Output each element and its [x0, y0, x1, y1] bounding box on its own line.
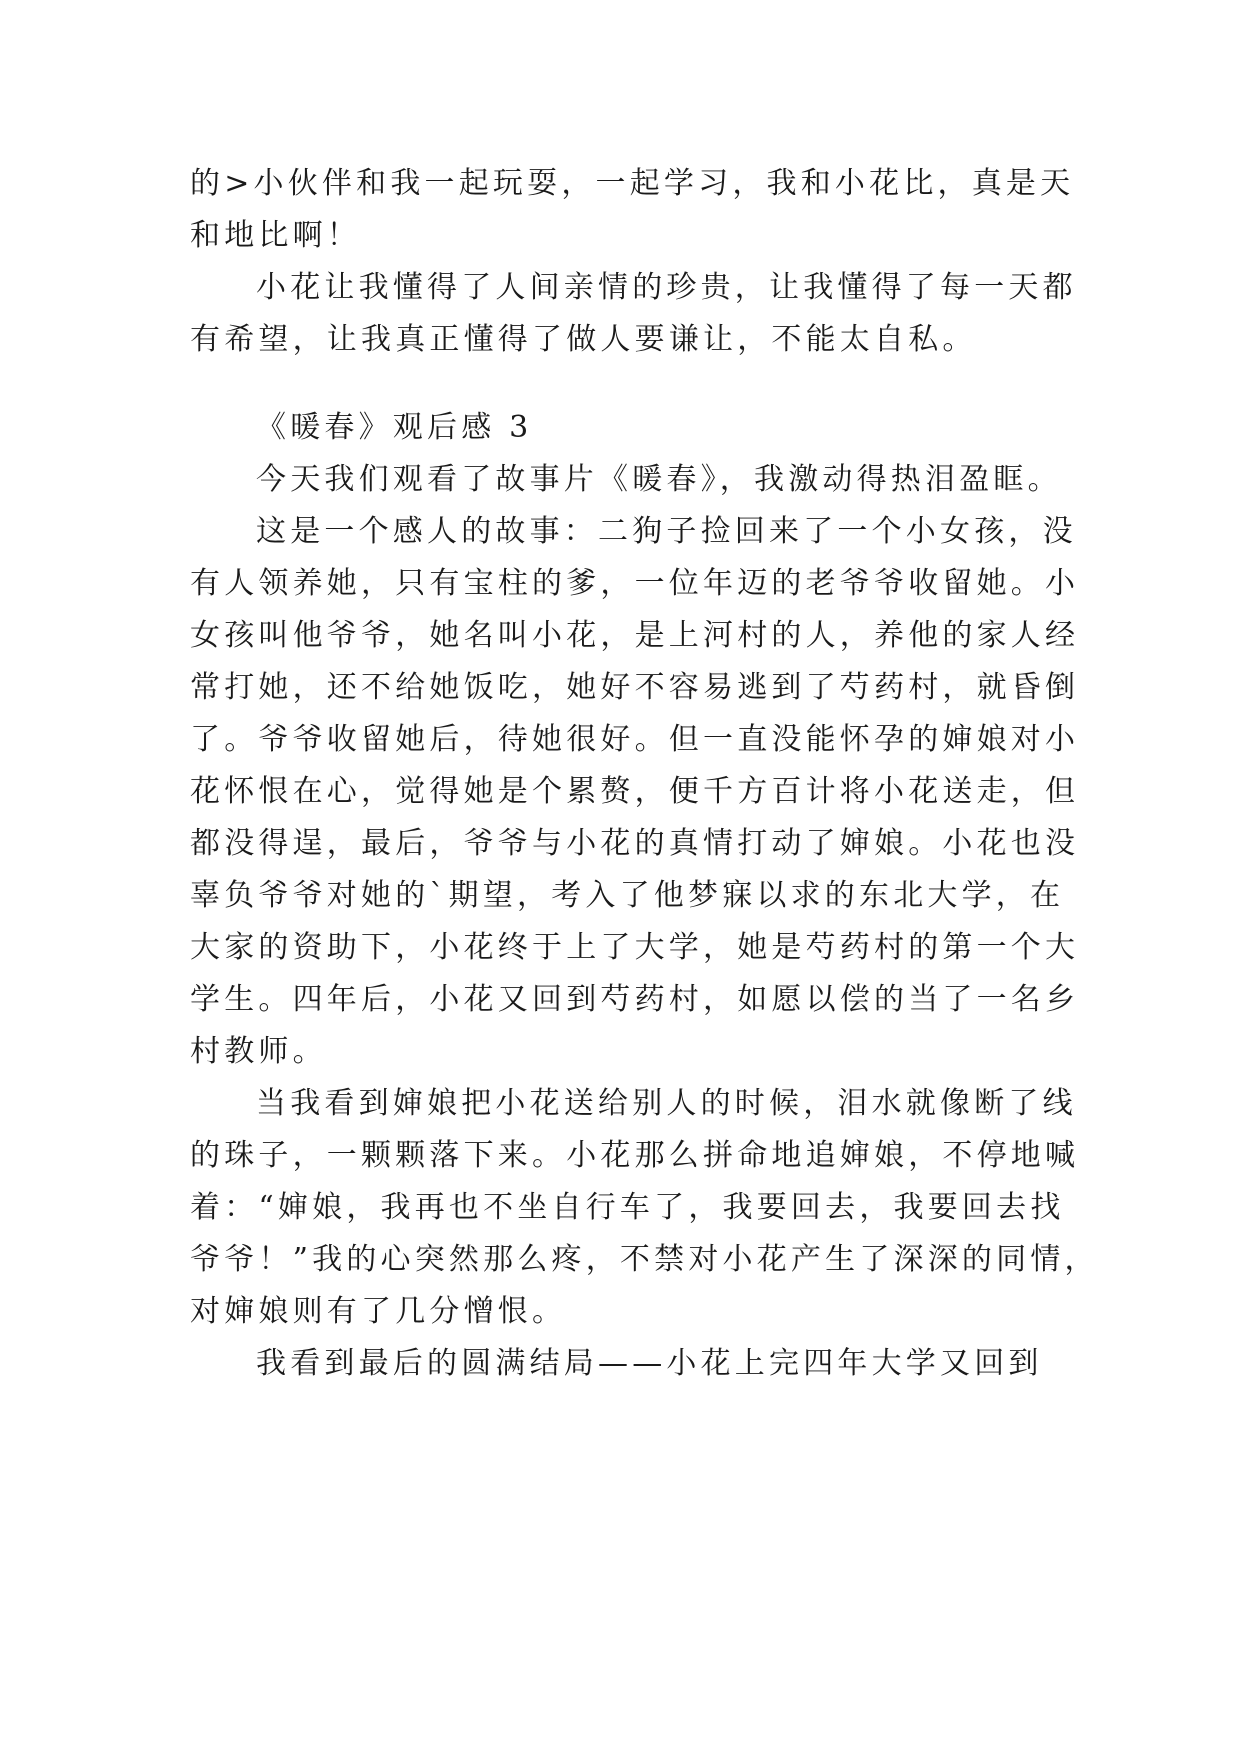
text-line: 着：“婶娘，我再也不坐自行车了，我要回去，我要回去找	[190, 1190, 1065, 1225]
text-line: 花怀恨在心，觉得她是个累赘，便千方百计将小花送走，但	[190, 774, 1080, 809]
text-line: 辜负爷爷对她的`期望，考入了他梦寐以求的东北大学，在	[190, 878, 1065, 913]
paragraph-start-line: 我看到最后的圆满结局——小花上完四年大学又回到	[256, 1346, 1043, 1381]
text-line: 有希望，让我真正懂得了做人要谦让，不能太自私。	[190, 322, 977, 357]
text-line: 对婶娘则有了几分憎恨。	[190, 1294, 567, 1329]
paragraph-start-line: 这是一个感人的故事：二狗子捡回来了一个小女孩，没	[256, 514, 1077, 549]
section-title: 《暖春》观后感 3	[256, 410, 533, 445]
text-line: 常打她，还不给她饭吃，她好不容易逃到了芍药村，就昏倒	[190, 670, 1080, 705]
text-line: 了。爷爷收留她后，待她很好。但一直没能怀孕的婶娘对小	[190, 722, 1080, 757]
text-line: 大家的资助下，小花终于上了大学，她是芍药村的第一个大	[190, 930, 1080, 965]
text-line: 的珠子，一颗颗落下来。小花那么拼命地追婶娘，不停地喊	[190, 1138, 1080, 1173]
text-line: 的>小伙伴和我一起玩耍，一起学习，我和小花比，真是天	[190, 166, 1075, 201]
text-line: 村教师。	[190, 1034, 327, 1069]
text-line: 有人领养她，只有宝柱的爹，一位年迈的老爷爷收留她。小	[190, 566, 1080, 601]
text-line: 学生。四年后，小花又回到芍药村，如愿以偿的当了一名乡	[190, 982, 1080, 1017]
paragraph-start-line: 小花让我懂得了人间亲情的珍贵，让我懂得了每一天都	[256, 270, 1077, 305]
text-line: 爷爷！”我的心突然那么疼，不禁对小花产生了深深的同情，	[190, 1242, 1099, 1277]
paragraph-start-line: 今天我们观看了故事片《暖春》，我激动得热泪盈眶。	[256, 462, 1062, 497]
text-line: 都没得逞，最后，爷爷与小花的真情打动了婶娘。小花也没	[190, 826, 1080, 861]
paragraph-start-line: 当我看到婶娘把小花送给别人的时候，泪水就像断了线	[256, 1086, 1077, 1121]
text-line: 和地比啊！	[190, 218, 361, 253]
text-line: 女孩叫他爷爷，她名叫小花，是上河村的人，养他的家人经	[190, 618, 1080, 653]
